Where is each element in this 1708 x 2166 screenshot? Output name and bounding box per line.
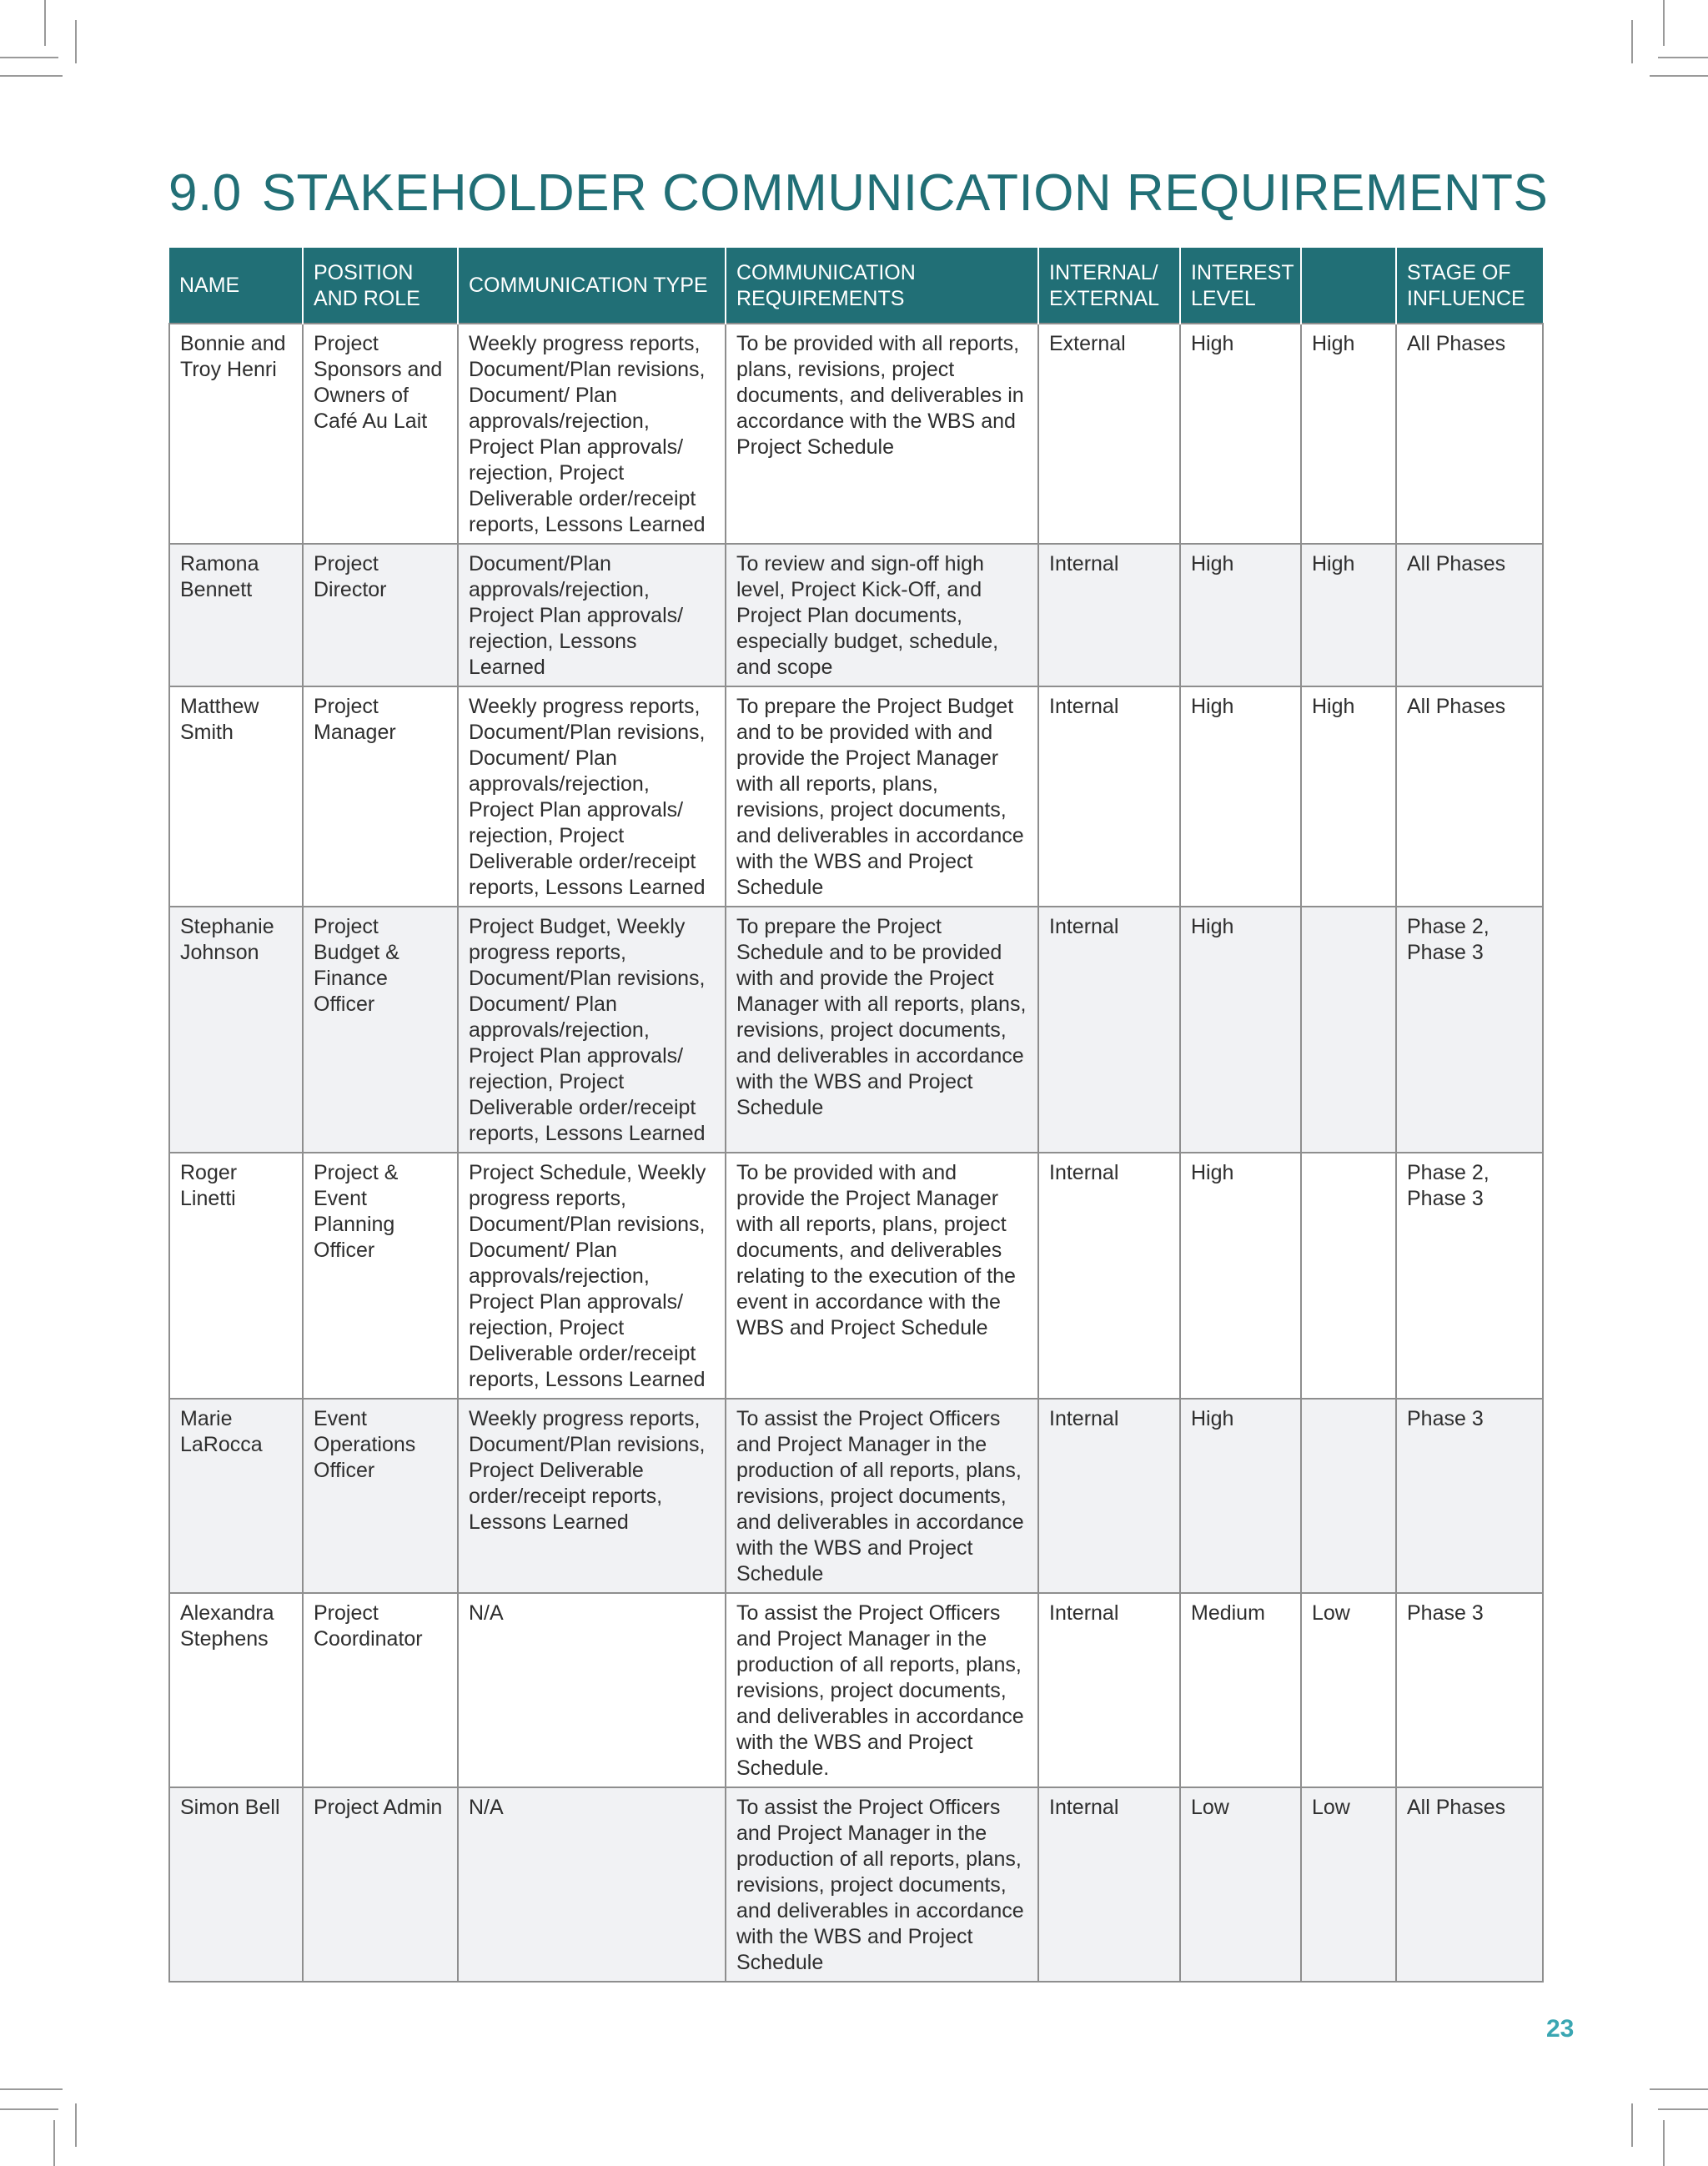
table-cell: Simon Bell	[169, 1787, 303, 1982]
table-cell: High	[1180, 686, 1301, 907]
column-header: COMMUNICATION REQUIREMENTS	[726, 248, 1038, 324]
column-header	[1301, 248, 1396, 324]
column-header: NAME	[169, 248, 303, 324]
crop-mark	[0, 57, 58, 58]
table-cell: All Phases	[1396, 544, 1543, 686]
table-cell: Internal	[1038, 544, 1180, 686]
table-cell: Phase 2, Phase 3	[1396, 1153, 1543, 1399]
table-cell: Medium	[1180, 1593, 1301, 1787]
table-cell: Internal	[1038, 686, 1180, 907]
crop-mark	[0, 2108, 58, 2110]
table-cell: Event Operations Officer	[303, 1399, 458, 1593]
table-cell: To assist the Project Officers and Project Manager in the production of all reports, plans, revisions, project documents, and deliverables in accordance with the WBS and Project Schedule	[726, 1399, 1038, 1593]
table-cell: Internal	[1038, 1399, 1180, 1593]
column-header: COMMUNICATION TYPE	[458, 248, 726, 324]
table-cell: High	[1301, 686, 1396, 907]
table-cell: Matthew Smith	[169, 686, 303, 907]
crop-mark	[1658, 2108, 1708, 2110]
table-row	[169, 907, 1543, 1153]
table-cell: High	[1301, 324, 1396, 544]
table-row	[169, 1399, 1543, 1593]
table-cell: To assist the Project Officers and Project Manager in the production of all reports, plans, revisions, project documents, and deliverables in accordance with the WBS and Project Schedule.	[726, 1593, 1038, 1787]
crop-mark	[0, 75, 63, 77]
section-title: STAKEHOLDER COMMUNICATION REQUIREMENTS	[261, 164, 1549, 222]
table-cell: Weekly progress reports, Document/Plan revisions, Document/ Plan approvals/rejection, Project Plan approvals/ rejection, Project Deliverable order/receipt reports, Lessons Learned	[458, 324, 726, 544]
table-cell: High	[1180, 1153, 1301, 1399]
crop-mark	[0, 2088, 63, 2090]
table-cell: To prepare the Project Budget and to be provided with and provide the Project Manager with all reports, plans, revisions, project documents, and deliverables in accordance with the WBS and Project Schedule	[726, 686, 1038, 907]
table-cell: Project Sponsors and Owners of Café Au Lait	[303, 324, 458, 544]
table-cell: Document/Plan approvals/rejection, Project Plan approvals/ rejection, Lessons Learned	[458, 544, 726, 686]
table-cell: To be provided with all reports, plans, revisions, project documents, and deliverables in accordance with the WBS and Project Schedule	[726, 324, 1038, 544]
crop-mark	[1658, 57, 1708, 58]
table-cell: High	[1180, 544, 1301, 686]
table-cell: Project & Event Planning Officer	[303, 1153, 458, 1399]
table-cell: Marie LaRocca	[169, 1399, 303, 1593]
column-header: STAGE OF INFLUENCE	[1396, 248, 1543, 324]
table-cell: Low	[1301, 1593, 1396, 1787]
table-cell: To assist the Project Officers and Project Manager in the production of all reports, plans, revisions, project documents, and deliverables in accordance with the WBS and Project Schedule	[726, 1787, 1038, 1982]
table-cell: Low	[1301, 1787, 1396, 1982]
table-cell: All Phases	[1396, 1787, 1543, 1982]
table-cell: Internal	[1038, 1593, 1180, 1787]
table-cell: Project Manager	[303, 686, 458, 907]
table-cell: Project Schedule, Weekly progress reports, Document/Plan revisions, Document/ Plan approvals/rejection, Project Plan approvals/ rejection, Project Deliverable order/receipt reports, Lessons Learned	[458, 1153, 726, 1399]
table-cell: High	[1301, 544, 1396, 686]
table-cell: Ramona Bennett	[169, 544, 303, 686]
table-row	[169, 1787, 1543, 1982]
column-header: INTERNAL/ EXTERNAL	[1038, 248, 1180, 324]
table-cell: Weekly progress reports, Document/Plan revisions, Document/ Plan approvals/rejection, Project Plan approvals/ rejection, Project Deliverable order/receipt reports, Lessons Learned	[458, 686, 726, 907]
table-cell	[1301, 907, 1396, 1153]
table-cell: Stephanie Johnson	[169, 907, 303, 1153]
crop-mark	[75, 20, 77, 63]
table-cell: Internal	[1038, 1787, 1180, 1982]
table-cell: Phase 2, Phase 3	[1396, 907, 1543, 1153]
column-header: INTEREST LEVEL	[1180, 248, 1301, 324]
table-cell: Internal	[1038, 907, 1180, 1153]
table-header-row	[169, 248, 1543, 324]
column-header: POSITION AND ROLE	[303, 248, 458, 324]
page-number: 23	[1546, 2015, 1575, 2043]
table-cell: Internal	[1038, 1153, 1180, 1399]
table-row	[169, 324, 1543, 544]
crop-mark	[1650, 2088, 1708, 2090]
section-number: 9.0	[168, 164, 242, 222]
table-cell	[1301, 1399, 1396, 1593]
table-cell: Project Budget & Finance Officer	[303, 907, 458, 1153]
table-row	[169, 544, 1543, 686]
crop-mark	[1663, 0, 1665, 46]
table-cell: External	[1038, 324, 1180, 544]
crop-mark	[1631, 20, 1633, 63]
crop-mark	[1631, 2103, 1633, 2147]
crop-mark	[75, 2103, 77, 2147]
table-cell: To be provided with and provide the Project Manager with all reports, plans, project documents, and deliverables relating to the execution of the event in accordance with the WBS and Project Schedule	[726, 1153, 1038, 1399]
table-cell	[1301, 1153, 1396, 1399]
stakeholder-table	[168, 248, 1544, 1983]
table-cell: All Phases	[1396, 324, 1543, 544]
table-cell: N/A	[458, 1593, 726, 1787]
table-cell: High	[1180, 1399, 1301, 1593]
table-cell: Project Admin	[303, 1787, 458, 1982]
table-cell: Roger Linetti	[169, 1153, 303, 1399]
crop-mark	[1650, 75, 1708, 77]
table-row	[169, 686, 1543, 907]
table-cell: Project Coordinator	[303, 1593, 458, 1787]
table-cell: High	[1180, 324, 1301, 544]
crop-mark	[44, 0, 46, 46]
table-cell: Weekly progress reports, Document/Plan revisions, Project Deliverable order/receipt reports, Lessons Learned	[458, 1399, 726, 1593]
crop-mark	[1663, 2120, 1665, 2166]
table-cell: Bonnie and Troy Henri	[169, 324, 303, 544]
table-cell: Phase 3	[1396, 1399, 1543, 1593]
table-cell: Phase 3	[1396, 1593, 1543, 1787]
crop-mark	[53, 2120, 55, 2166]
table-cell: High	[1180, 907, 1301, 1153]
table-cell: Project Budget, Weekly progress reports, Document/Plan revisions, Document/ Plan approvals/rejection, Project Plan approvals/ rejection, Project Deliverable order/receipt reports, Lessons Learned	[458, 907, 726, 1153]
table-cell: All Phases	[1396, 686, 1543, 907]
table-cell: N/A	[458, 1787, 726, 1982]
table-cell: Alexandra Stephens	[169, 1593, 303, 1787]
table-cell: Project Director	[303, 544, 458, 686]
page-title	[168, 163, 1548, 223]
table-row	[169, 1153, 1543, 1399]
table-cell: To prepare the Project Schedule and to be provided with and provide the Project Manager with all reports, plans, revisions, project documents, and deliverables in accordance with the WBS and Project Schedule	[726, 907, 1038, 1153]
table-cell: To review and sign-off high level, Project Kick-Off, and Project Plan documents, especially budget, schedule, and scope	[726, 544, 1038, 686]
table-row	[169, 1593, 1543, 1787]
table-cell: Low	[1180, 1787, 1301, 1982]
